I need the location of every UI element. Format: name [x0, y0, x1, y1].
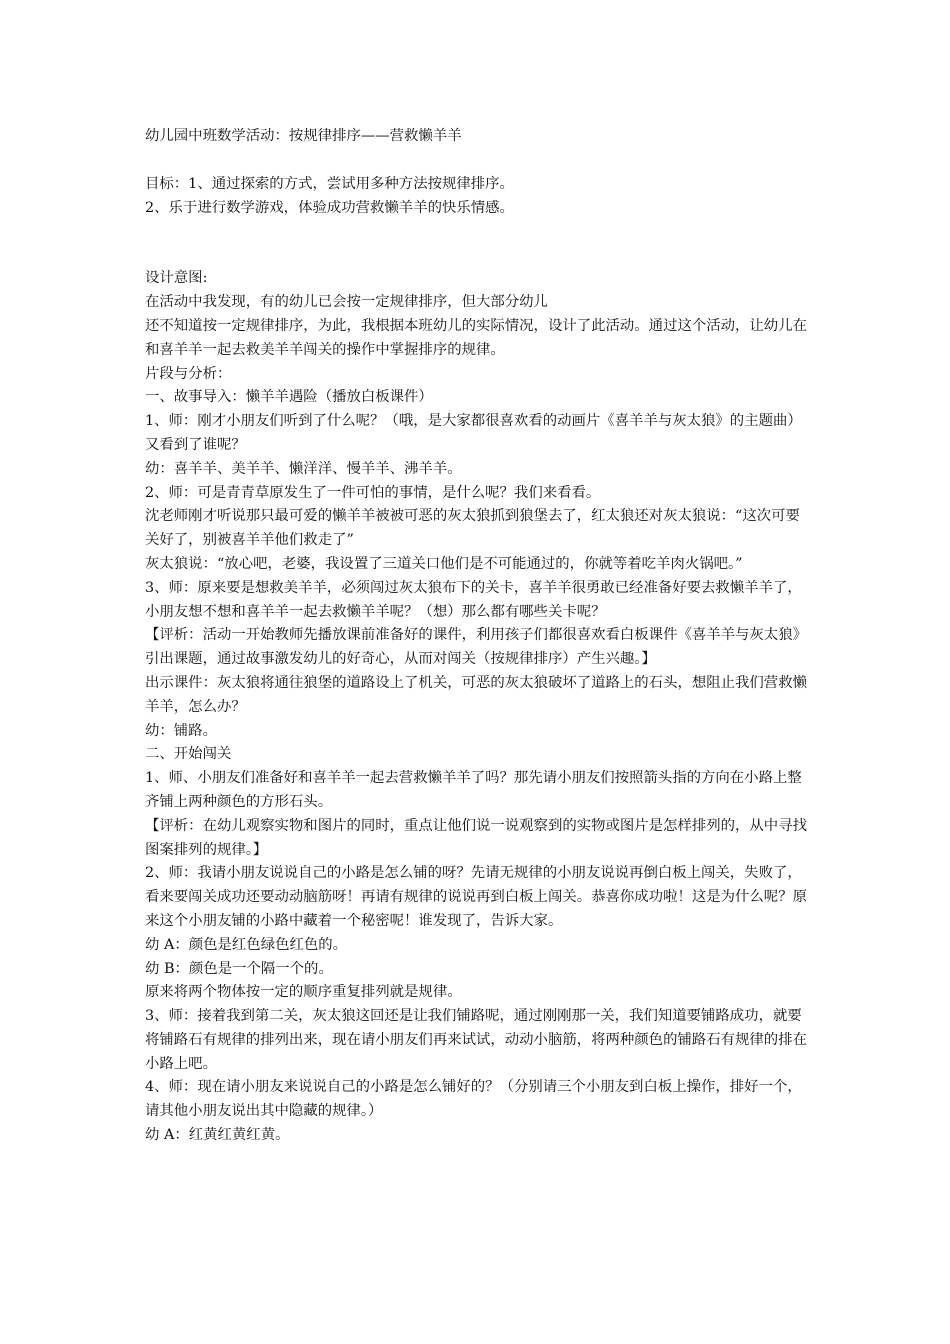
- paragraph: 幼：铺路。: [145, 722, 217, 739]
- spacer: [145, 220, 813, 244]
- paragraph: 2、师：可是青青草原发生了一件可怕的事情，是什么呢？我们来看看。: [145, 484, 601, 501]
- document-title: 幼儿园中班数学活动：按规律排序——营救懒羊羊: [145, 128, 462, 144]
- paragraph: 沈老师刚才听说那只最可爱的懒羊羊被被可恶的灰太狼抓到狼堡去了，红太狼还对灰太狼说：“这次可要关好了，别被喜羊羊他们救走了”: [145, 508, 800, 549]
- paragraph: 幼 A：颜色是红色绿色红色的。: [145, 936, 348, 953]
- section-heading: 二、开始闯关: [145, 746, 232, 763]
- paragraph: 幼：喜羊羊、美羊羊、懒洋洋、慢羊羊、沸羊羊。: [145, 460, 462, 477]
- paragraph: 幼 A：红黄红黄红黄。: [145, 1127, 290, 1144]
- spacer: [145, 244, 813, 267]
- section-heading: 片段与分析：: [145, 365, 232, 382]
- commentary: 【评析：活动一开始教师先播放课前准备好的课件，利用孩子们都很喜欢看白板课件《喜羊羊与灰太狼》引出课题，通过故事激发幼儿的好奇心，从而对闯关（按规律排序）产生兴趣。】: [145, 627, 807, 668]
- paragraph: 2、师：我请小朋友说说自己的小路是怎么铺的呀？先请无规律的小朋友说说再倒白板上闯关，失败了，看来要闯关成功还要动动脑筋呀！再请有规律的说说再到白板上闯关。恭喜你成功啦！这是为什么呢？原来这个小朋友铺的小路中藏着一个秘密呢！谁发现了，告诉大家。: [145, 865, 807, 929]
- paragraph: 1、师、小朋友们准备好和喜羊羊一起去营救懒羊羊了吗？那先请小朋友们按照箭头指的方向在小路上整齐铺上两种颜色的方形石头。: [145, 770, 802, 810]
- paragraph: 设计意图:: [145, 270, 208, 287]
- paragraph: 3、师：接着我到第二关，灰太狼这回还是让我们铺路呢，通过刚刚那一关，我们知道要铺路成功，就要将铺路石有规律的排列出来，现在请小朋友们再来试试，动动小脑筋，将两种颜色的铺路石有规律的排在小路上吧。: [145, 1008, 807, 1072]
- paragraph: 幼 B：颜色是一个隔一个的。: [145, 960, 333, 977]
- section-heading: 一、故事导入：懒羊羊遇险（播放白板课件）: [145, 389, 433, 406]
- paragraph: 1、师：刚才小朋友们听到了什么呢？（哦，是大家都很喜欢看的动画片《喜羊羊与灰太狼》的主题曲）又看到了谁呢？: [145, 413, 802, 453]
- goal-1: 目标：1、通过探索的方式，尝试用多种方法按规律排序。: [145, 175, 514, 192]
- commentary: 【评析：在幼儿观察实物和图片的同时，重点让他们说一说观察到的实物或图片是怎样排列的，从中寻找图案排列的规律。】: [145, 817, 807, 858]
- goal-2: 2、乐于进行数学游戏，体验成功营救懒羊羊的快乐情感。: [145, 199, 514, 216]
- paragraph: 3、师：原来要是想救美羊羊，必须闯过灰太狼布下的关卡，喜羊羊很勇敢已经准备好要去救懒羊羊了，小朋友想不想和喜羊羊一起去救懒羊羊呢？（想）那么都有哪些关卡呢？: [145, 579, 802, 620]
- document-page: [145, 125, 813, 1148]
- paragraph: 在活动中我发现，有的幼儿已会按一定规律排序，但大部分幼儿: [145, 294, 548, 311]
- paragraph: 出示课件：灰太狼将通往狼堡的道路设上了机关，可恶的灰太狼破坏了道路上的石头，想阻止我们营救懒羊羊，怎么办？: [145, 674, 807, 715]
- paragraph: 灰太狼说：“放心吧，老婆，我设置了三道关口他们是不可能通过的，你就等着吃羊肉火锅吧。”: [145, 555, 743, 572]
- spacer: [145, 149, 813, 173]
- paragraph: 原来将两个物体按一定的顺序重复排列就是规律。: [145, 984, 462, 1001]
- paragraph: 还不知道按一定规律排序，为此，我根据本班幼儿的实际情况，设计了此活动。通过这个活动，让幼儿在和喜羊羊一起去救美羊羊闯关的操作中掌握排序的规律。: [145, 317, 807, 358]
- paragraph: 4、师：现在请小朋友来说说自己的小路是怎么铺好的？（分别请三个小朋友到白板上操作，排好一个，请其他小朋友说出其中隐藏的规律。）: [145, 1079, 802, 1120]
